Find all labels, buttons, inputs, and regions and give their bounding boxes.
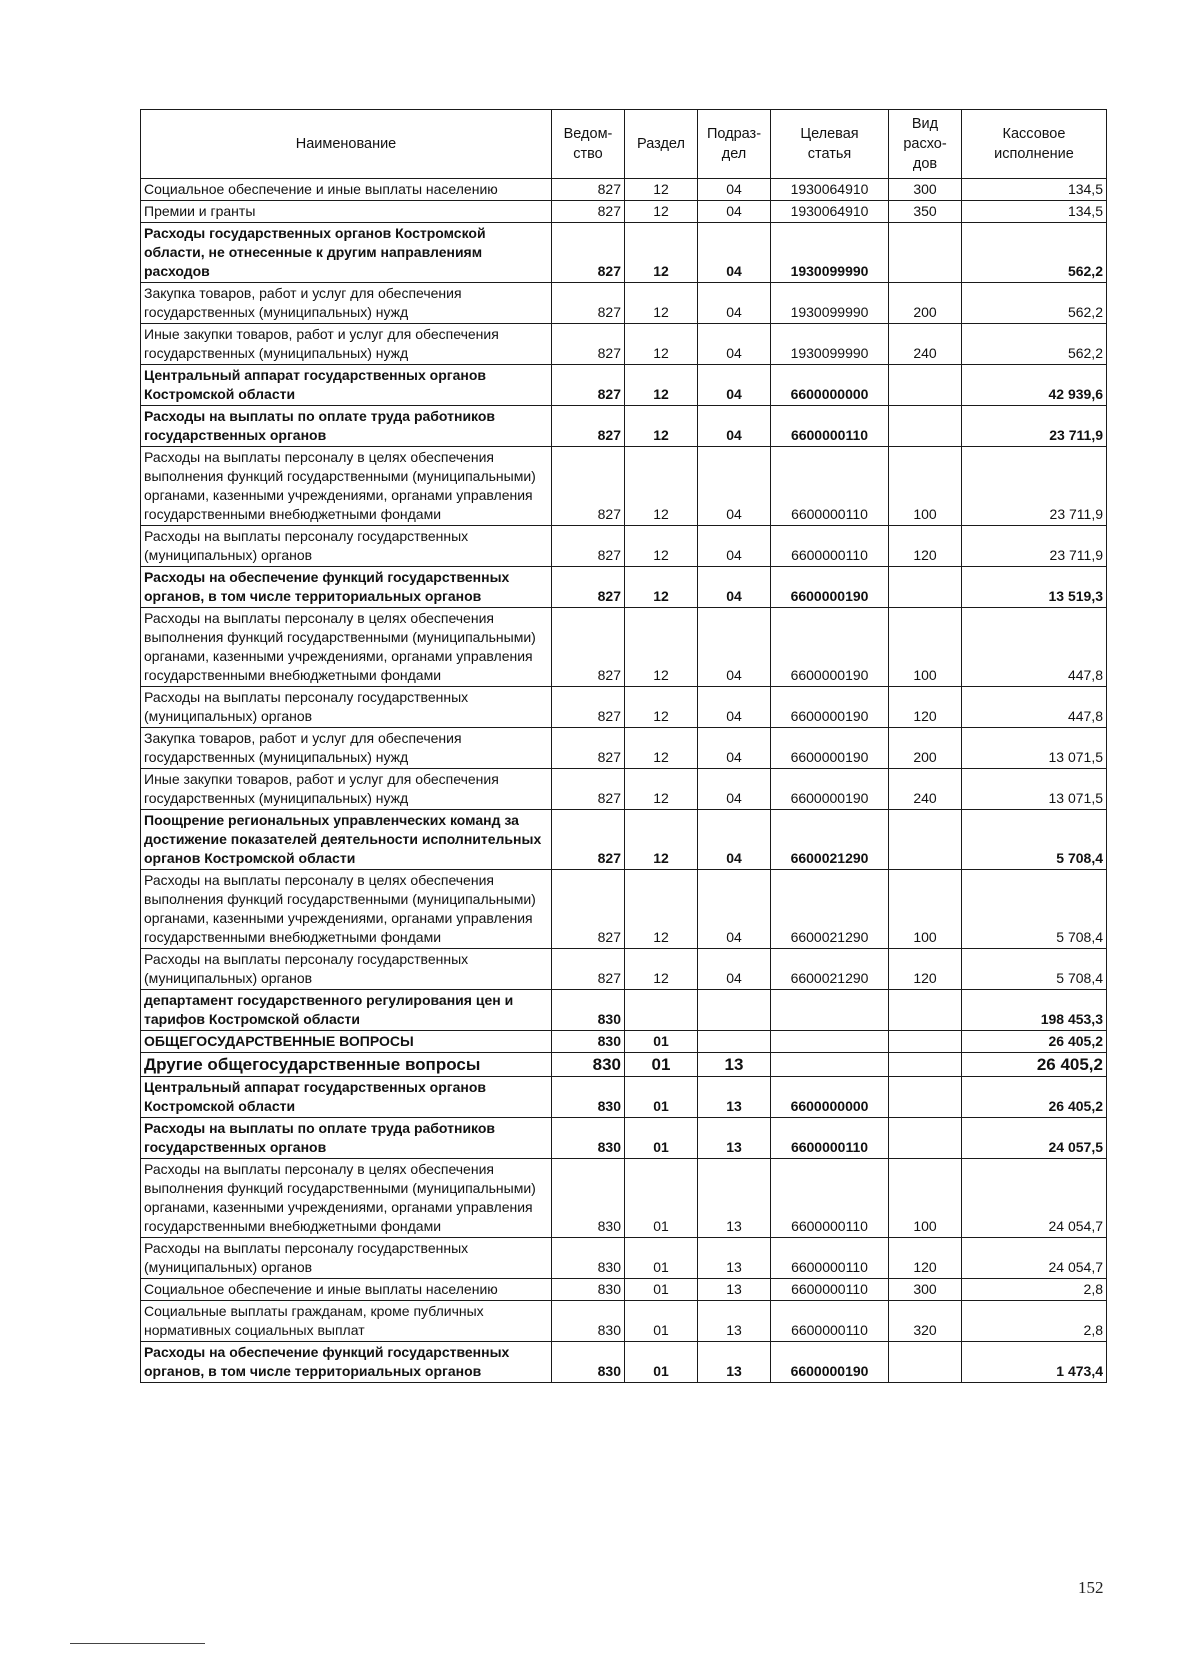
cell-ved: 830 bbox=[552, 1053, 625, 1077]
cell-name: Иные закупки товаров, работ и услуг для обеспечения государственных (муниципальных) нужд bbox=[141, 324, 552, 365]
cell-kassovoe: 13 071,5 bbox=[962, 769, 1107, 810]
table-row bbox=[141, 365, 1107, 406]
cell-podrazdel: 13 bbox=[698, 1077, 771, 1118]
cell-vid bbox=[889, 365, 962, 406]
cell-vid bbox=[889, 223, 962, 283]
cell-kassovoe: 13 519,3 bbox=[962, 567, 1107, 608]
table-row bbox=[141, 687, 1107, 728]
cell-name: Расходы государственных органов Костромской области, не отнесенные к другим направлениям расходов bbox=[141, 223, 552, 283]
cell-kassovoe: 2,8 bbox=[962, 1279, 1107, 1301]
cell-name: Поощрение региональных управленческих команд за достижение показателей деятельности исполнительных органов Костромской области bbox=[141, 810, 552, 870]
table-row bbox=[141, 283, 1107, 324]
cell-podrazdel: 13 bbox=[698, 1118, 771, 1159]
cell-razdel: 12 bbox=[625, 608, 698, 687]
header-kassovoe: Кассовое исполнение bbox=[962, 110, 1107, 179]
cell-vid bbox=[889, 567, 962, 608]
cell-kassovoe: 2,8 bbox=[962, 1301, 1107, 1342]
cell-razdel: 12 bbox=[625, 201, 698, 223]
table-row bbox=[141, 1279, 1107, 1301]
cell-vid: 120 bbox=[889, 526, 962, 567]
table-row bbox=[141, 324, 1107, 365]
table-row bbox=[141, 810, 1107, 870]
table-row bbox=[141, 1077, 1107, 1118]
cell-ved: 827 bbox=[552, 949, 625, 990]
cell-kassovoe: 24 054,7 bbox=[962, 1238, 1107, 1279]
cell-celevaya: 6600000190 bbox=[771, 687, 889, 728]
cell-ved: 827 bbox=[552, 687, 625, 728]
cell-podrazdel: 04 bbox=[698, 365, 771, 406]
cell-name: Расходы на обеспечение функций государственных органов, в том числе территориальных органов bbox=[141, 1342, 552, 1383]
cell-podrazdel: 04 bbox=[698, 179, 771, 201]
cell-celevaya: 6600000110 bbox=[771, 1118, 889, 1159]
cell-podrazdel: 04 bbox=[698, 608, 771, 687]
cell-kassovoe: 198 453,3 bbox=[962, 990, 1107, 1031]
cell-vid: 200 bbox=[889, 283, 962, 324]
cell-celevaya bbox=[771, 1031, 889, 1053]
cell-kassovoe: 562,2 bbox=[962, 283, 1107, 324]
cell-razdel: 12 bbox=[625, 179, 698, 201]
cell-celevaya: 6600000000 bbox=[771, 365, 889, 406]
cell-ved: 827 bbox=[552, 567, 625, 608]
cell-ved: 830 bbox=[552, 990, 625, 1031]
cell-name: Другие общегосударственные вопросы bbox=[141, 1053, 552, 1077]
cell-celevaya: 6600000110 bbox=[771, 1301, 889, 1342]
cell-kassovoe: 5 708,4 bbox=[962, 870, 1107, 949]
table-row bbox=[141, 870, 1107, 949]
cell-ved: 827 bbox=[552, 179, 625, 201]
cell-name: Социальные выплаты гражданам, кроме публичных нормативных социальных выплат bbox=[141, 1301, 552, 1342]
cell-razdel: 12 bbox=[625, 406, 698, 447]
table-row bbox=[141, 949, 1107, 990]
cell-kassovoe: 24 057,5 bbox=[962, 1118, 1107, 1159]
cell-razdel bbox=[625, 990, 698, 1031]
cell-name: Расходы на выплаты персоналу государственных (муниципальных) органов bbox=[141, 526, 552, 567]
cell-vid bbox=[889, 406, 962, 447]
cell-kassovoe: 42 939,6 bbox=[962, 365, 1107, 406]
cell-kassovoe: 24 054,7 bbox=[962, 1159, 1107, 1238]
cell-kassovoe: 26 405,2 bbox=[962, 1077, 1107, 1118]
cell-kassovoe: 26 405,2 bbox=[962, 1053, 1107, 1077]
cell-ved: 827 bbox=[552, 728, 625, 769]
cell-podrazdel: 13 bbox=[698, 1279, 771, 1301]
cell-kassovoe: 1 473,4 bbox=[962, 1342, 1107, 1383]
table-row bbox=[141, 769, 1107, 810]
cell-ved: 827 bbox=[552, 870, 625, 949]
cell-podrazdel: 04 bbox=[698, 870, 771, 949]
table-row bbox=[141, 201, 1107, 223]
table-row bbox=[141, 179, 1107, 201]
cell-vid: 320 bbox=[889, 1301, 962, 1342]
cell-razdel: 12 bbox=[625, 526, 698, 567]
cell-vid: 100 bbox=[889, 870, 962, 949]
table-row bbox=[141, 1342, 1107, 1383]
cell-name: Расходы на выплаты персоналу в целях обеспечения выполнения функций государственными (муниципальными) органами, казенными учреждениями, органами управления государственными внебюджетными фондами bbox=[141, 608, 552, 687]
cell-name: Расходы на выплаты персоналу государственных (муниципальных) органов bbox=[141, 687, 552, 728]
budget-table bbox=[140, 109, 1107, 1383]
cell-celevaya: 1930099990 bbox=[771, 223, 889, 283]
cell-celevaya: 6600000190 bbox=[771, 1342, 889, 1383]
cell-podrazdel: 13 bbox=[698, 1301, 771, 1342]
header-podrazdel: Подраз- дел bbox=[698, 110, 771, 179]
cell-podrazdel bbox=[698, 1031, 771, 1053]
cell-name: Центральный аппарат государственных органов Костромской области bbox=[141, 1077, 552, 1118]
cell-vid bbox=[889, 810, 962, 870]
cell-celevaya bbox=[771, 990, 889, 1031]
cell-ved: 827 bbox=[552, 810, 625, 870]
cell-ved: 830 bbox=[552, 1238, 625, 1279]
cell-kassovoe: 23 711,9 bbox=[962, 406, 1107, 447]
cell-podrazdel: 04 bbox=[698, 324, 771, 365]
cell-celevaya: 6600000110 bbox=[771, 1159, 889, 1238]
cell-kassovoe: 5 708,4 bbox=[962, 810, 1107, 870]
cell-celevaya: 1930064910 bbox=[771, 179, 889, 201]
cell-podrazdel bbox=[698, 990, 771, 1031]
cell-celevaya: 6600000110 bbox=[771, 526, 889, 567]
cell-celevaya: 6600021290 bbox=[771, 870, 889, 949]
cell-ved: 827 bbox=[552, 365, 625, 406]
table-row bbox=[141, 223, 1107, 283]
cell-name: департамент государственного регулирования цен и тарифов Костромской области bbox=[141, 990, 552, 1031]
cell-celevaya: 1930099990 bbox=[771, 324, 889, 365]
cell-ved: 827 bbox=[552, 769, 625, 810]
cell-podrazdel: 04 bbox=[698, 201, 771, 223]
table-row bbox=[141, 1031, 1107, 1053]
cell-podrazdel: 04 bbox=[698, 223, 771, 283]
cell-name: Закупка товаров, работ и услуг для обеспечения государственных (муниципальных) нужд bbox=[141, 728, 552, 769]
cell-razdel: 12 bbox=[625, 447, 698, 526]
cell-kassovoe: 23 711,9 bbox=[962, 526, 1107, 567]
cell-celevaya: 1930064910 bbox=[771, 201, 889, 223]
cell-podrazdel: 04 bbox=[698, 949, 771, 990]
cell-vid bbox=[889, 1118, 962, 1159]
cell-vid bbox=[889, 990, 962, 1031]
cell-name: Закупка товаров, работ и услуг для обеспечения государственных (муниципальных) нужд bbox=[141, 283, 552, 324]
cell-kassovoe: 134,5 bbox=[962, 201, 1107, 223]
cell-celevaya: 6600000190 bbox=[771, 769, 889, 810]
cell-name: Расходы на выплаты персоналу в целях обеспечения выполнения функций государственными (муниципальными) органами, казенными учреждениями, органами управления государственными внебюджетными фондами bbox=[141, 447, 552, 526]
cell-ved: 827 bbox=[552, 608, 625, 687]
cell-celevaya: 6600000110 bbox=[771, 447, 889, 526]
cell-vid: 120 bbox=[889, 1238, 962, 1279]
table-row bbox=[141, 567, 1107, 608]
cell-razdel: 12 bbox=[625, 728, 698, 769]
cell-ved: 830 bbox=[552, 1342, 625, 1383]
cell-name: ОБЩЕГОСУДАРСТВЕННЫЕ ВОПРОСЫ bbox=[141, 1031, 552, 1053]
cell-ved: 827 bbox=[552, 324, 625, 365]
cell-vid bbox=[889, 1031, 962, 1053]
cell-name: Центральный аппарат государственных органов Костромской области bbox=[141, 365, 552, 406]
cell-vid: 240 bbox=[889, 769, 962, 810]
cell-razdel: 12 bbox=[625, 949, 698, 990]
header-razdel: Раздел bbox=[625, 110, 698, 179]
table-header-row bbox=[141, 110, 1107, 179]
cell-vid: 120 bbox=[889, 949, 962, 990]
table-row bbox=[141, 447, 1107, 526]
cell-ved: 830 bbox=[552, 1077, 625, 1118]
cell-celevaya: 6600000190 bbox=[771, 608, 889, 687]
cell-podrazdel: 04 bbox=[698, 687, 771, 728]
cell-kassovoe: 13 071,5 bbox=[962, 728, 1107, 769]
cell-razdel: 01 bbox=[625, 1159, 698, 1238]
cell-ved: 827 bbox=[552, 526, 625, 567]
table-row bbox=[141, 526, 1107, 567]
cell-vid bbox=[889, 1342, 962, 1383]
cell-podrazdel: 13 bbox=[698, 1159, 771, 1238]
cell-razdel: 12 bbox=[625, 365, 698, 406]
cell-ved: 830 bbox=[552, 1301, 625, 1342]
cell-podrazdel: 04 bbox=[698, 810, 771, 870]
cell-podrazdel: 04 bbox=[698, 769, 771, 810]
cell-vid: 120 bbox=[889, 687, 962, 728]
cell-razdel: 12 bbox=[625, 283, 698, 324]
cell-podrazdel: 04 bbox=[698, 567, 771, 608]
cell-kassovoe: 23 711,9 bbox=[962, 447, 1107, 526]
cell-razdel: 12 bbox=[625, 870, 698, 949]
cell-podrazdel: 04 bbox=[698, 447, 771, 526]
cell-celevaya: 6600021290 bbox=[771, 810, 889, 870]
cell-vid: 100 bbox=[889, 1159, 962, 1238]
cell-celevaya: 6600000110 bbox=[771, 406, 889, 447]
cell-vid: 240 bbox=[889, 324, 962, 365]
table-row bbox=[141, 1301, 1107, 1342]
cell-name: Расходы на выплаты по оплате труда работников государственных органов bbox=[141, 406, 552, 447]
table-row bbox=[141, 728, 1107, 769]
cell-podrazdel: 13 bbox=[698, 1053, 771, 1077]
cell-vid: 300 bbox=[889, 179, 962, 201]
cell-name: Социальное обеспечение и иные выплаты населению bbox=[141, 179, 552, 201]
cell-razdel: 01 bbox=[625, 1077, 698, 1118]
table-row bbox=[141, 1238, 1107, 1279]
cell-celevaya: 6600000110 bbox=[771, 1279, 889, 1301]
cell-ved: 830 bbox=[552, 1118, 625, 1159]
cell-celevaya: 6600000190 bbox=[771, 728, 889, 769]
cell-ved: 827 bbox=[552, 283, 625, 324]
cell-razdel: 01 bbox=[625, 1053, 698, 1077]
cell-vid: 300 bbox=[889, 1279, 962, 1301]
table-row bbox=[141, 1159, 1107, 1238]
cell-celevaya: 6600000110 bbox=[771, 1238, 889, 1279]
cell-ved: 827 bbox=[552, 406, 625, 447]
cell-kassovoe: 447,8 bbox=[962, 687, 1107, 728]
cell-name: Расходы на выплаты персоналу государственных (муниципальных) органов bbox=[141, 949, 552, 990]
cell-podrazdel: 13 bbox=[698, 1238, 771, 1279]
cell-razdel: 01 bbox=[625, 1279, 698, 1301]
cell-kassovoe: 562,2 bbox=[962, 223, 1107, 283]
table-body bbox=[141, 179, 1107, 1383]
cell-name: Иные закупки товаров, работ и услуг для обеспечения государственных (муниципальных) нужд bbox=[141, 769, 552, 810]
cell-podrazdel: 04 bbox=[698, 283, 771, 324]
cell-name: Расходы на выплаты персоналу в целях обеспечения выполнения функций государственными (муниципальными) органами, казенными учреждениями, органами управления государственными внебюджетными фондами bbox=[141, 1159, 552, 1238]
cell-vid: 100 bbox=[889, 608, 962, 687]
cell-ved: 827 bbox=[552, 223, 625, 283]
cell-celevaya: 6600021290 bbox=[771, 949, 889, 990]
cell-razdel: 01 bbox=[625, 1118, 698, 1159]
cell-ved: 830 bbox=[552, 1279, 625, 1301]
cell-name: Расходы на выплаты по оплате труда работников государственных органов bbox=[141, 1118, 552, 1159]
cell-kassovoe: 5 708,4 bbox=[962, 949, 1107, 990]
cell-name: Социальное обеспечение и иные выплаты населению bbox=[141, 1279, 552, 1301]
cell-ved: 830 bbox=[552, 1159, 625, 1238]
cell-razdel: 12 bbox=[625, 324, 698, 365]
cell-celevaya: 1930099990 bbox=[771, 283, 889, 324]
header-celevaya: Целевая статья bbox=[771, 110, 889, 179]
cell-vid bbox=[889, 1077, 962, 1118]
cell-razdel: 01 bbox=[625, 1342, 698, 1383]
cell-razdel: 12 bbox=[625, 769, 698, 810]
footer-divider bbox=[70, 1643, 205, 1644]
table-row bbox=[141, 406, 1107, 447]
cell-vid: 350 bbox=[889, 201, 962, 223]
header-vedomstvo: Ведом- ство bbox=[552, 110, 625, 179]
cell-podrazdel: 04 bbox=[698, 526, 771, 567]
table-row bbox=[141, 1053, 1107, 1077]
cell-name: Расходы на выплаты персоналу в целях обеспечения выполнения функций государственными (муниципальными) органами, казенными учреждениями, органами управления государственными внебюджетными фондами bbox=[141, 870, 552, 949]
cell-name: Премии и гранты bbox=[141, 201, 552, 223]
cell-ved: 827 bbox=[552, 447, 625, 526]
table-row bbox=[141, 1118, 1107, 1159]
cell-kassovoe: 447,8 bbox=[962, 608, 1107, 687]
cell-vid: 100 bbox=[889, 447, 962, 526]
header-name: Наименование bbox=[141, 110, 552, 179]
cell-celevaya bbox=[771, 1053, 889, 1077]
cell-podrazdel: 04 bbox=[698, 406, 771, 447]
cell-razdel: 12 bbox=[625, 223, 698, 283]
cell-ved: 830 bbox=[552, 1031, 625, 1053]
cell-name: Расходы на обеспечение функций государственных органов, в том числе территориальных органов bbox=[141, 567, 552, 608]
cell-vid: 200 bbox=[889, 728, 962, 769]
header-vid: Вид расхо- дов bbox=[889, 110, 962, 179]
page-number: 152 bbox=[1078, 1578, 1104, 1597]
cell-razdel: 01 bbox=[625, 1301, 698, 1342]
cell-kassovoe: 26 405,2 bbox=[962, 1031, 1107, 1053]
cell-vid bbox=[889, 1053, 962, 1077]
cell-celevaya: 6600000190 bbox=[771, 567, 889, 608]
cell-razdel: 12 bbox=[625, 567, 698, 608]
cell-ved: 827 bbox=[552, 201, 625, 223]
cell-razdel: 01 bbox=[625, 1031, 698, 1053]
cell-celevaya: 6600000000 bbox=[771, 1077, 889, 1118]
cell-kassovoe: 562,2 bbox=[962, 324, 1107, 365]
table-row bbox=[141, 608, 1107, 687]
cell-razdel: 12 bbox=[625, 810, 698, 870]
cell-razdel: 01 bbox=[625, 1238, 698, 1279]
cell-podrazdel: 04 bbox=[698, 728, 771, 769]
cell-razdel: 12 bbox=[625, 687, 698, 728]
cell-name: Расходы на выплаты персоналу государственных (муниципальных) органов bbox=[141, 1238, 552, 1279]
cell-kassovoe: 134,5 bbox=[962, 179, 1107, 201]
table-row bbox=[141, 990, 1107, 1031]
cell-podrazdel: 13 bbox=[698, 1342, 771, 1383]
